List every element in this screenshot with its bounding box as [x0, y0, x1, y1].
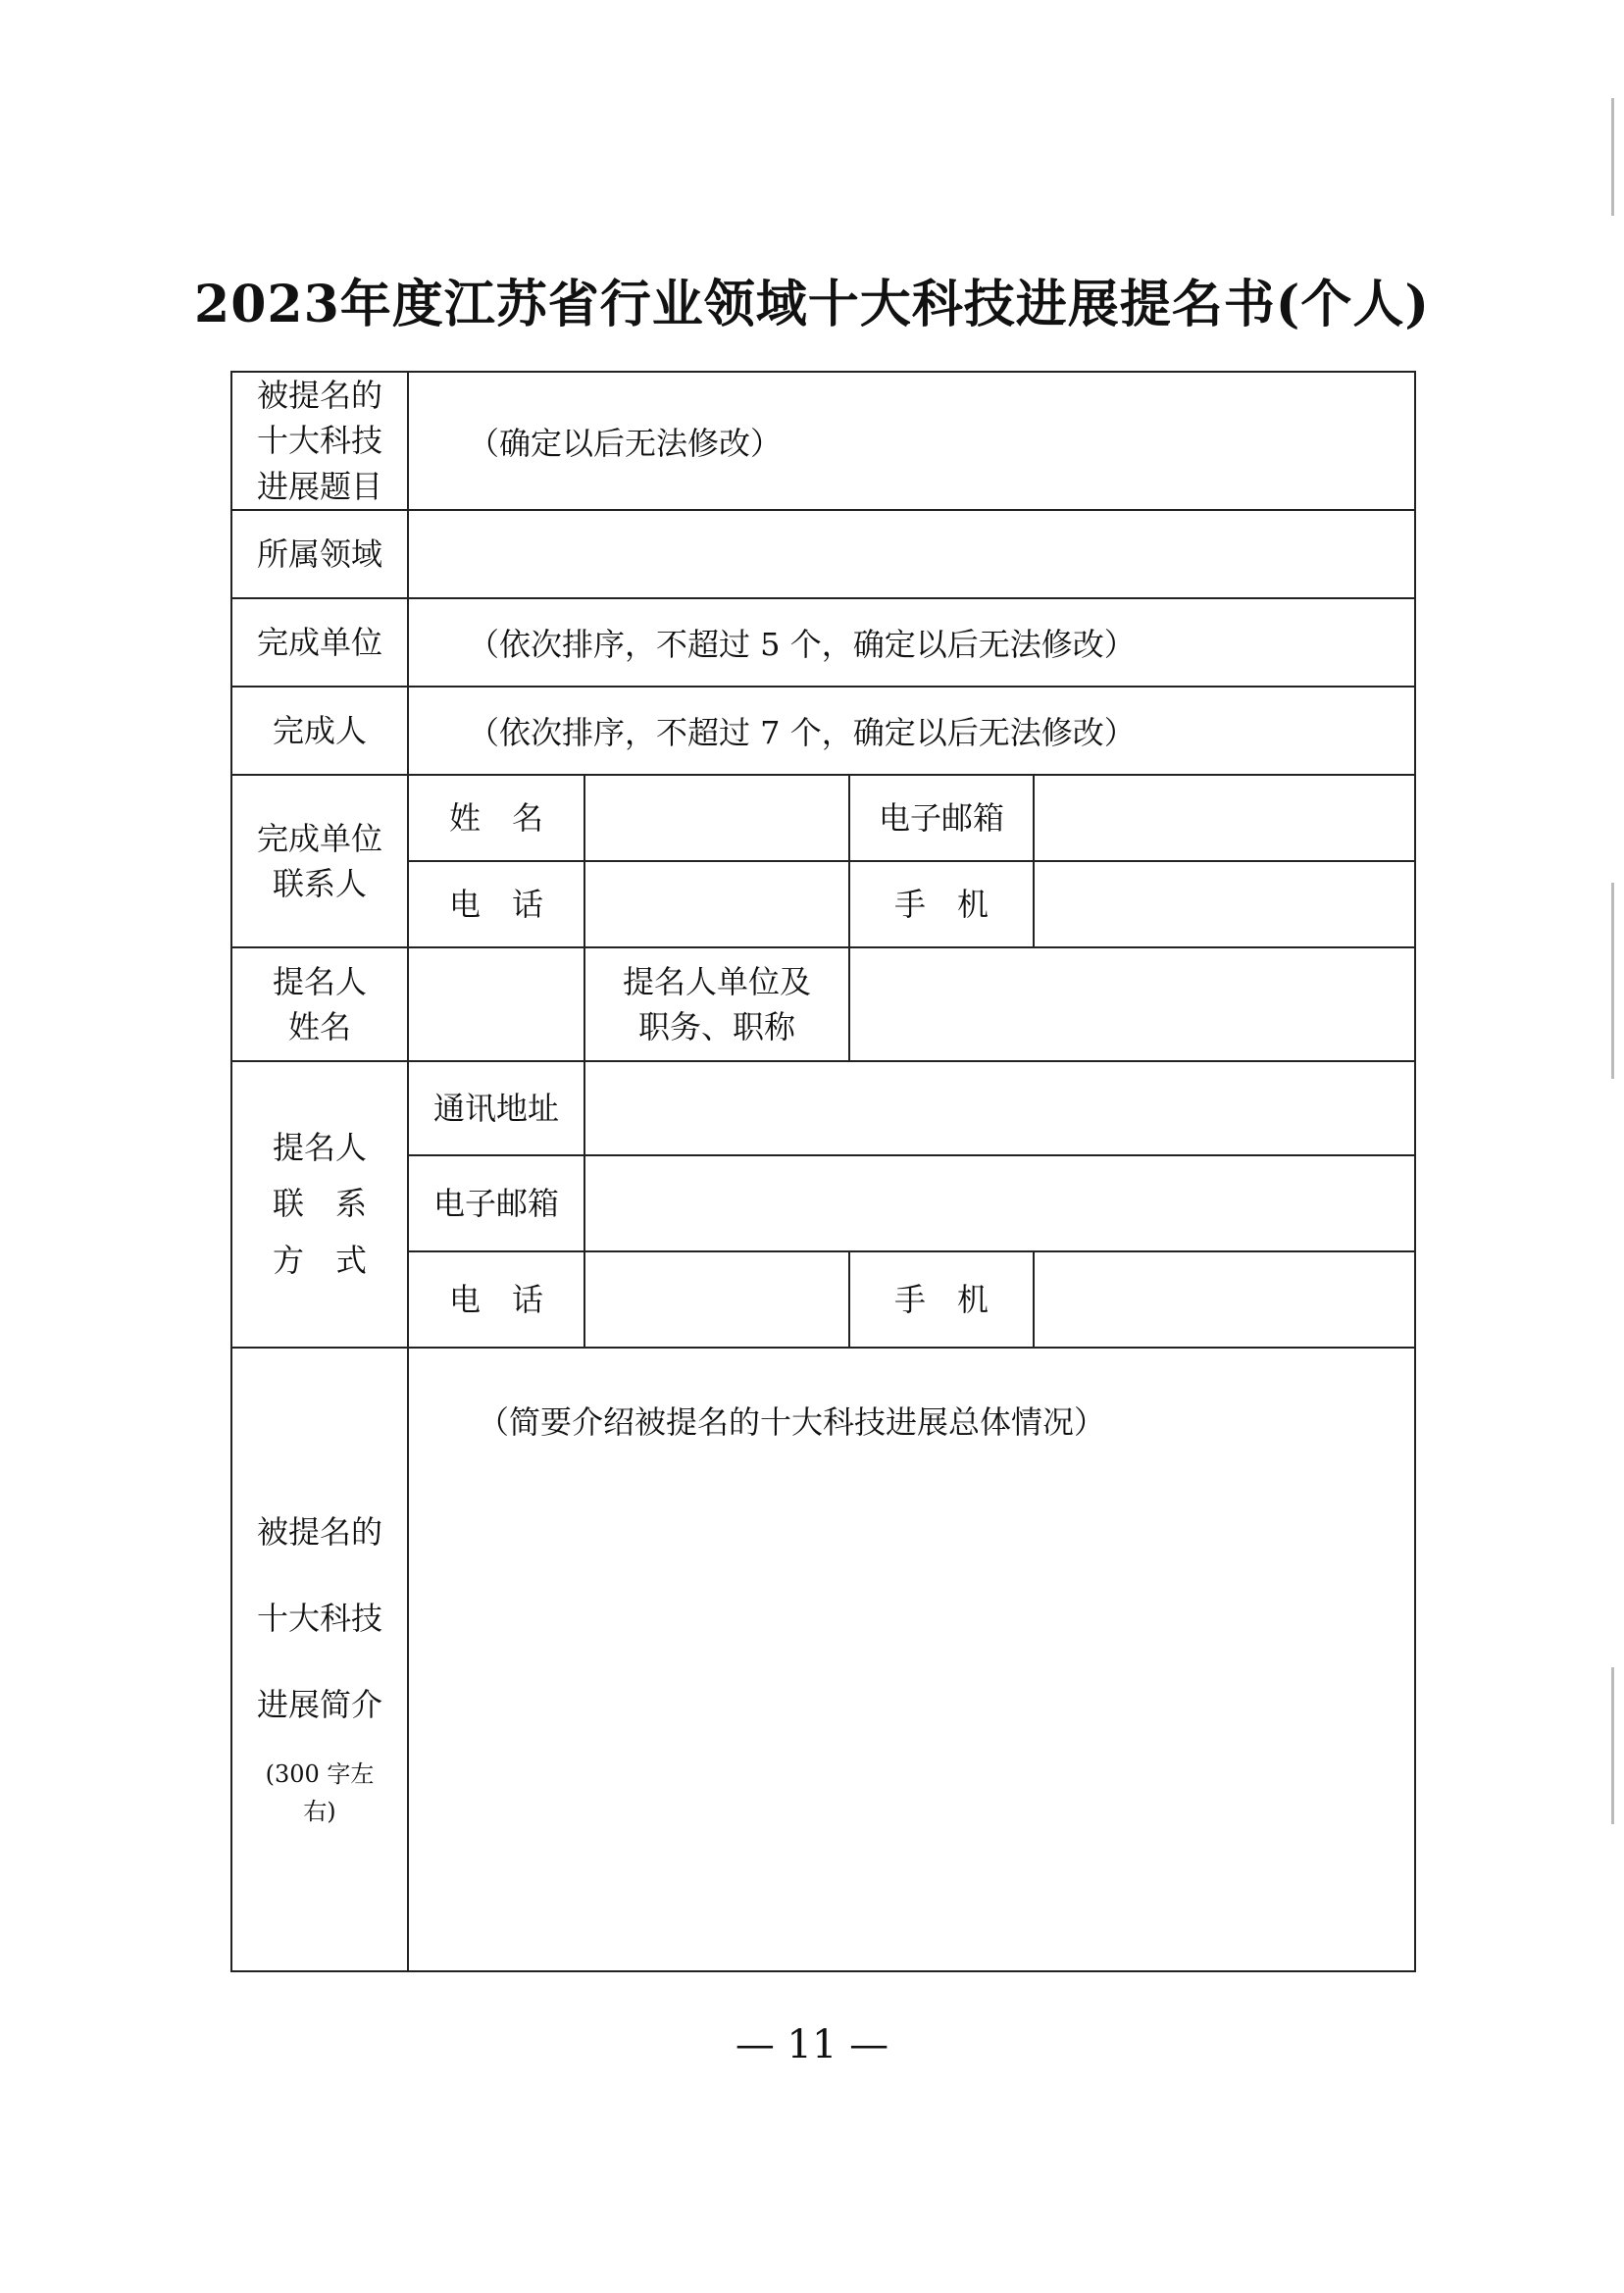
row-nominator — [231, 947, 1415, 1061]
row-unit-contact-2 — [231, 861, 1415, 947]
nominator-mobile-label: 手 机 — [849, 1251, 1034, 1348]
nominator-address-input[interactable] — [584, 1061, 1415, 1155]
scan-edge-mark — [1611, 98, 1614, 216]
persons-input[interactable] — [408, 687, 1415, 775]
units-input[interactable] — [408, 598, 1415, 687]
unit-contact-email-label: 电子邮箱 — [849, 775, 1034, 861]
nominator-name-input[interactable] — [408, 947, 584, 1061]
nominator-address-label: 通讯地址 — [408, 1061, 584, 1155]
nominator-unit-input[interactable] — [849, 947, 1415, 1061]
topic-label: 被提名的 十大科技 进展题目 — [231, 372, 408, 510]
summary-note: （简要介绍被提名的十大科技进展总体情况） — [478, 1403, 1106, 1442]
topic-input[interactable] — [408, 372, 1415, 510]
unit-contact-email-input[interactable] — [1034, 775, 1415, 861]
unit-contact-mobile-input[interactable] — [1034, 861, 1415, 947]
unit-contact-label: 完成单位 联系人 — [231, 775, 408, 947]
page-title: 2023年度江苏省行业领域十大科技进展提名书(个人) — [194, 275, 1430, 334]
topic-note: （确定以后无法修改） — [468, 424, 783, 462]
row-nominator-contact-3 — [231, 1251, 1415, 1348]
nominator-email-input[interactable] — [584, 1155, 1415, 1251]
field-input[interactable] — [408, 510, 1415, 598]
row-unit-contact-1 — [231, 775, 1415, 861]
nominator-mobile-input[interactable] — [1034, 1251, 1415, 1348]
units-label: 完成单位 — [231, 598, 408, 687]
summary-label: 被提名的 十大科技 进展简介 (300 字左 右) — [231, 1348, 408, 1971]
nominator-phone-input[interactable] — [584, 1251, 849, 1348]
persons-note: （依次排序，不超过 7 个，确定以后无法修改） — [468, 714, 1136, 752]
page-number: — 11 — — [735, 2022, 889, 2067]
field-label: 所属领域 — [231, 510, 408, 598]
row-summary — [231, 1348, 1415, 1971]
unit-contact-name-label: 姓 名 — [408, 775, 584, 861]
unit-contact-phone-label: 电 话 — [408, 861, 584, 947]
scan-edge-mark — [1611, 1667, 1614, 1824]
nominator-contact-label: 提名人 联 系 方 式 — [231, 1061, 408, 1348]
persons-label: 完成人 — [231, 687, 408, 775]
units-note: （依次排序，不超过 5 个，确定以后无法修改） — [468, 626, 1136, 664]
scan-edge-mark — [1611, 883, 1614, 1079]
unit-contact-phone-input[interactable] — [584, 861, 849, 947]
row-units — [231, 598, 1415, 687]
summary-input[interactable] — [408, 1348, 1415, 1971]
row-nominator-contact-2 — [231, 1155, 1415, 1251]
nomination-form-table — [230, 371, 1416, 1972]
row-field — [231, 510, 1415, 598]
nominator-name-label: 提名人 姓名 — [231, 947, 408, 1061]
unit-contact-mobile-label: 手 机 — [849, 861, 1034, 947]
row-persons — [231, 687, 1415, 775]
nominator-phone-label: 电 话 — [408, 1251, 584, 1348]
nominator-unit-label: 提名人单位及 职务、职称 — [584, 947, 849, 1061]
row-topic — [231, 372, 1415, 510]
nominator-email-label: 电子邮箱 — [408, 1155, 584, 1251]
row-nominator-contact-1 — [231, 1061, 1415, 1155]
unit-contact-name-input[interactable] — [584, 775, 849, 861]
